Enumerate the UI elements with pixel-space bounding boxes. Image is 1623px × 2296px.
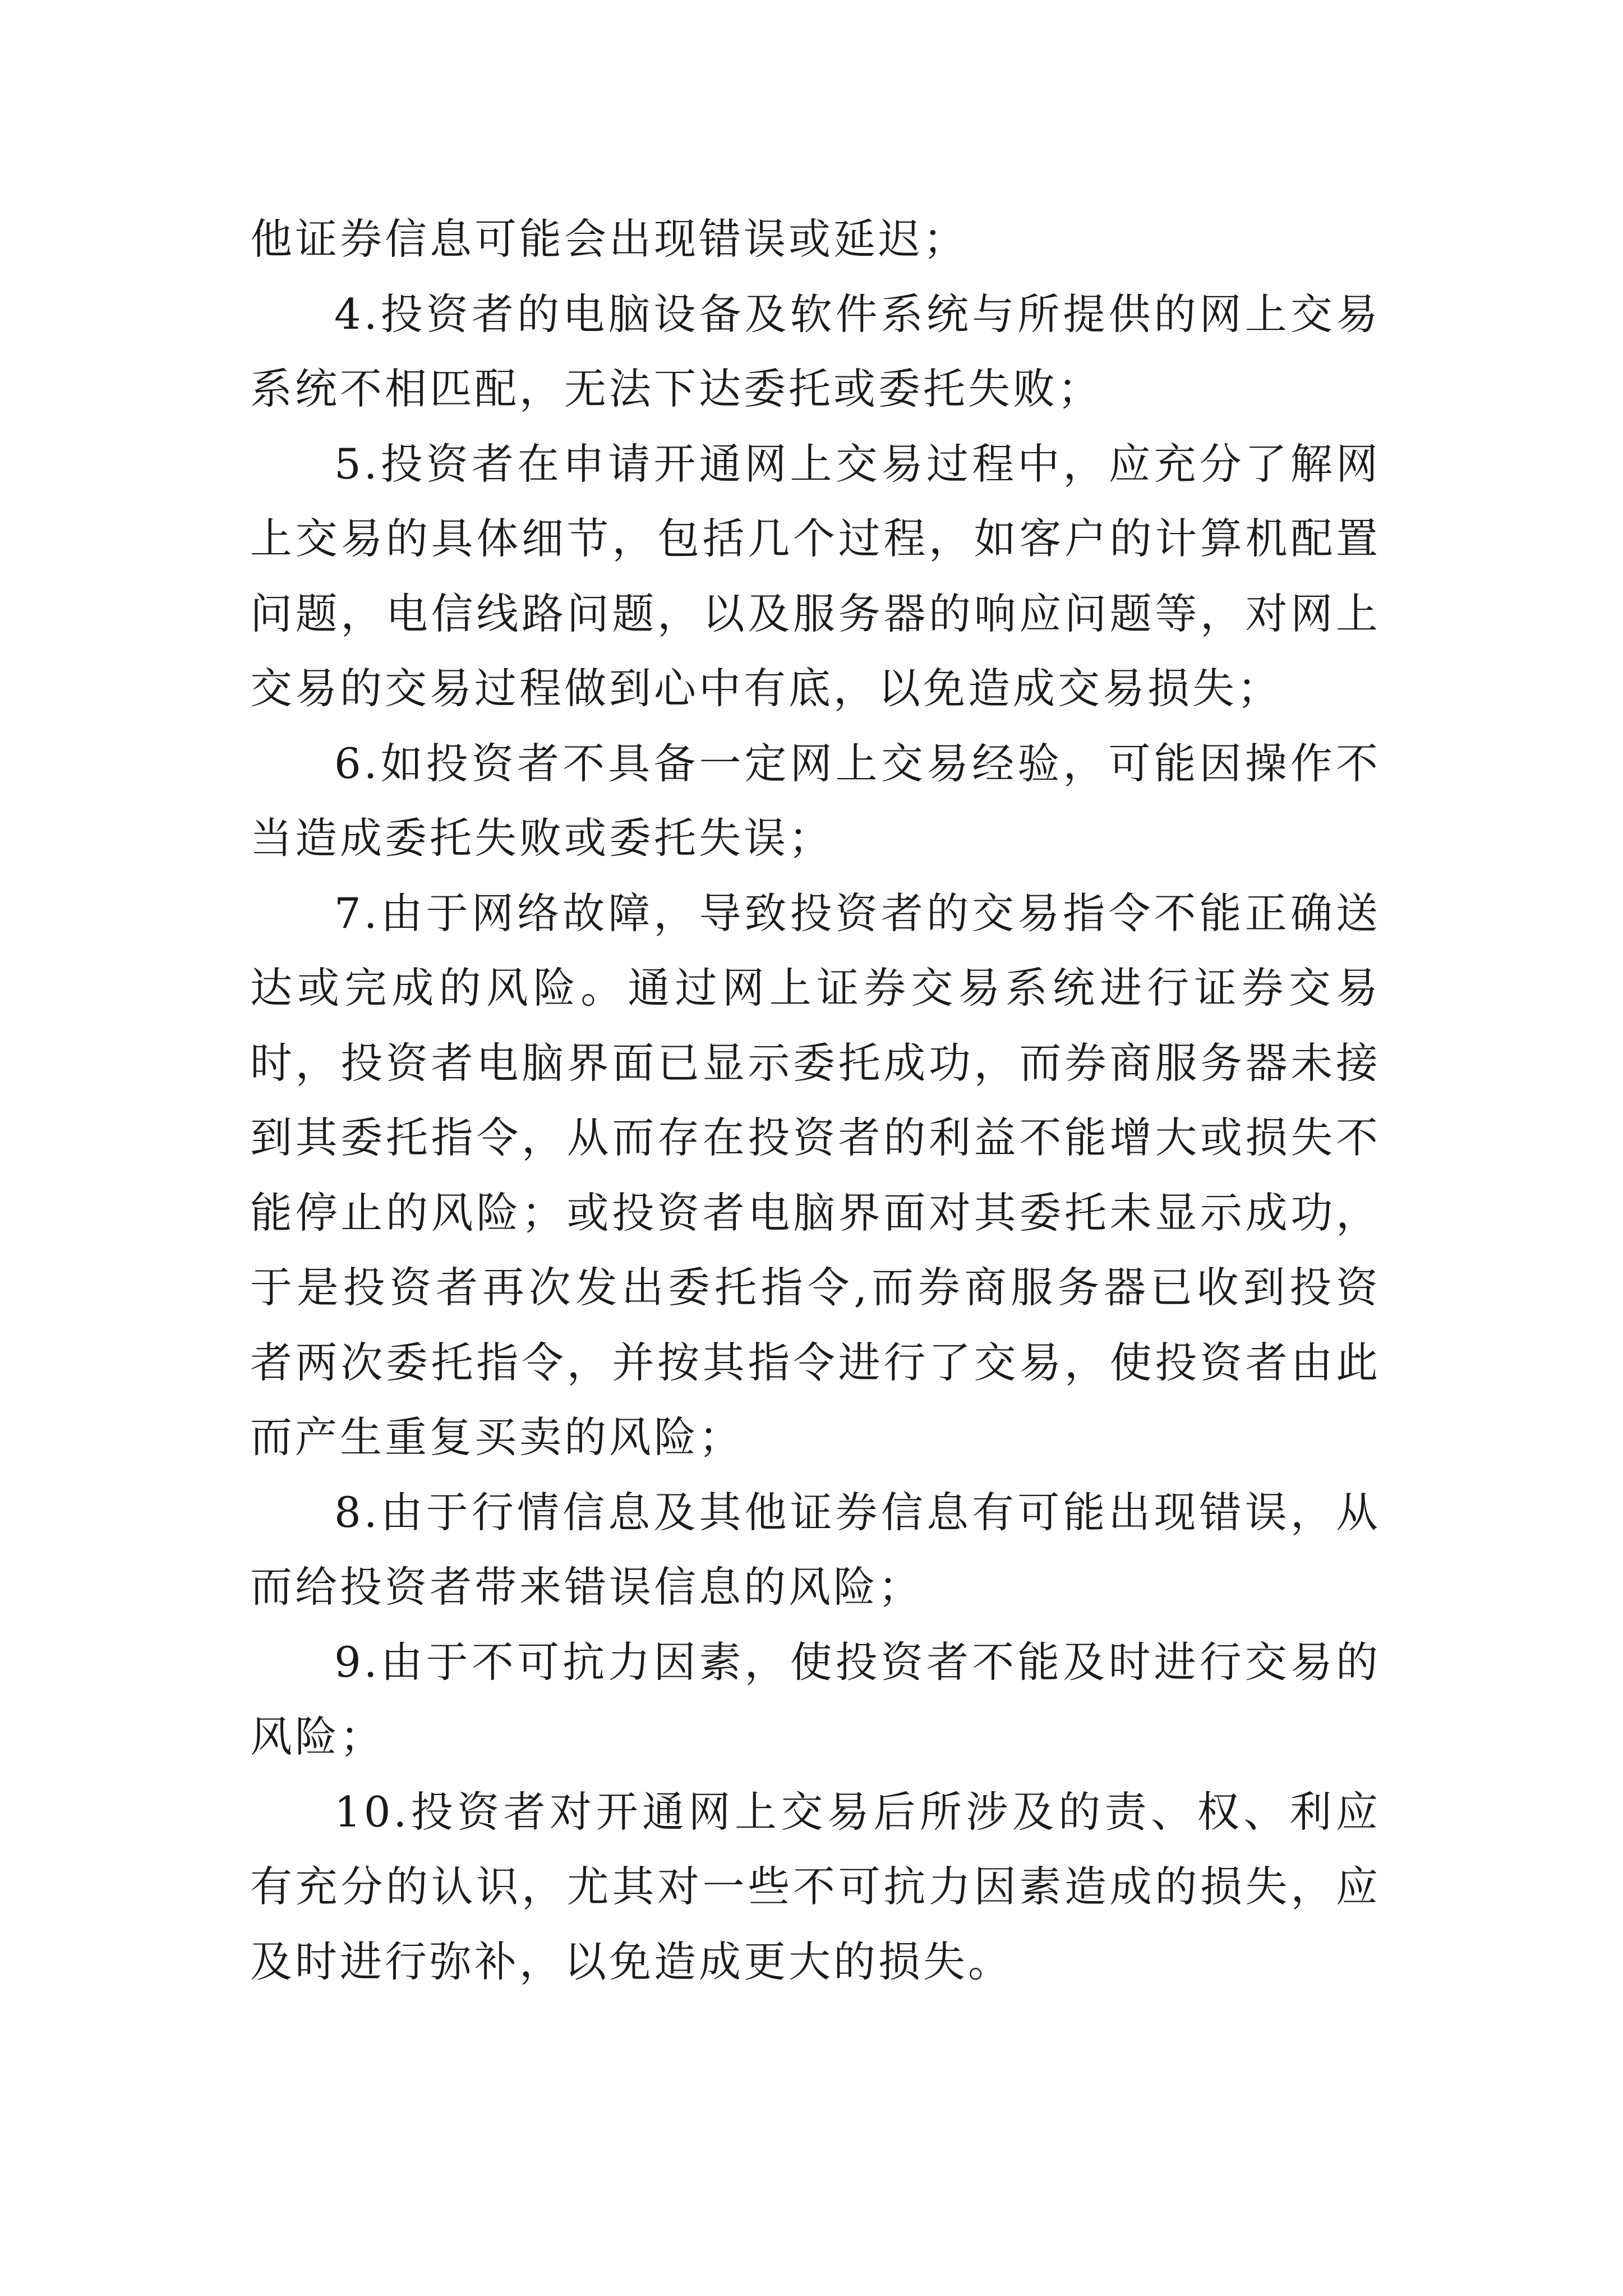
paragraph-item-7: 7.由于网络故障，导致投资者的交易指令不能正确送达或完成的风险。通过网上证券交易系统进行证券交易时，投资者电脑界面已显示委托成功，而券商服务器未接到其委托指令，从而存在投资者的利益不能增大或损失不能停止的风险；或投资者电脑界面对其委托未显示成功，于是投资者再次发出委托指令,而券商服务器已收到投资者两次委托指令，并按其指令进行了交易，使投资者由此而产生重复买卖的风险； — [250, 888, 1381, 1462]
paragraph-item-6: 6.如投资者不具备一定网上交易经验，可能因操作不当造成委托失败或委托失误； — [250, 738, 1381, 863]
document-body — [250, 202, 1381, 1999]
paragraph-item-10: 10.投资者对开通网上交易后所涉及的责、权、利应有充分的认识，尤其对一些不可抗力因素造成的损失，应及时进行弥补，以免造成更大的损失。 — [250, 1787, 1381, 1986]
paragraph-item-8: 8.由于行情信息及其他证券信息有可能出现错误，从而给投资者带来错误信息的风险； — [250, 1487, 1381, 1612]
paragraph-item-5: 5.投资者在申请开通网上交易过程中，应充分了解网上交易的具体细节，包括几个过程，如客户的计算机配置问题，电信线路问题，以及服务器的响应问题等，对网上交易的交易过程做到心中有底，以免造成交易损失； — [250, 439, 1381, 713]
paragraph-item-4: 4.投资者的电脑设备及软件系统与所提供的网上交易系统不相匹配，无法下达委托或委托失败； — [250, 289, 1381, 413]
paragraph-item-9: 9.由于不可抗力因素，使投资者不能及时进行交易的风险； — [250, 1637, 1381, 1761]
paragraph-continuation: 他证券信息可能会出现错误或延迟； — [250, 214, 969, 264]
